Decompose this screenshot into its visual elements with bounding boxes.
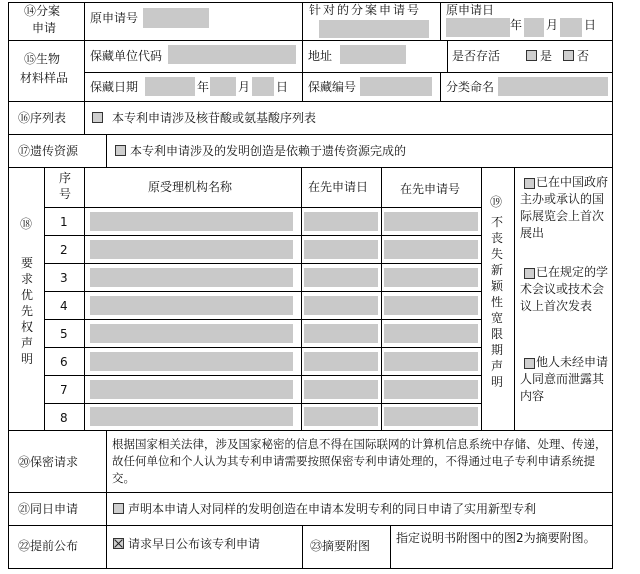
priority-org-field[interactable] — [90, 240, 293, 259]
early-publication-checkbox[interactable] — [113, 538, 124, 549]
section20-label: ⑳保密请求 — [18, 455, 79, 469]
rule — [84, 101, 85, 134]
border-right — [612, 2, 613, 568]
orig-app-day-field[interactable] — [560, 18, 582, 37]
genetic-resources-checkbox[interactable] — [115, 145, 126, 156]
survival-label: 是否存活 — [452, 49, 501, 63]
priority-date-field[interactable] — [304, 212, 378, 231]
section15-label-line2: 材料样品 — [20, 71, 69, 85]
priority-org-field[interactable] — [90, 324, 293, 343]
priority-date-field[interactable] — [304, 380, 378, 399]
priority-date-field[interactable] — [304, 268, 378, 287]
rule — [44, 403, 481, 404]
priority-date-field[interactable] — [304, 407, 378, 426]
survival-yes-checkbox[interactable] — [526, 50, 537, 61]
deposit-no-field[interactable] — [360, 77, 432, 96]
orig-app-year-field[interactable] — [446, 18, 510, 37]
rule — [44, 235, 481, 236]
rule — [106, 525, 107, 568]
section15-label-line1: ⑮生物 — [24, 52, 61, 66]
survival-no-text: 否 — [577, 49, 590, 63]
rule — [301, 167, 302, 430]
section14-label-line1: ⑭分案 — [24, 4, 61, 18]
col-seq-header-line1: 序 — [59, 171, 72, 185]
survival-yes-text: 是 — [540, 49, 553, 63]
academic-conference-text: 已在规定的学术会议或技术会议上首次发表 — [520, 265, 609, 313]
priority-org-field[interactable] — [90, 212, 293, 231]
depositary-code-field[interactable] — [168, 45, 296, 64]
priority-org-field[interactable] — [90, 352, 293, 371]
priority-date-field[interactable] — [304, 296, 378, 315]
border-left — [8, 2, 9, 568]
priority-no-field[interactable] — [384, 268, 478, 287]
section18-label: 要求优先权声明 — [20, 256, 33, 366]
day-text: 日 — [584, 18, 597, 32]
rule — [302, 2, 303, 101]
same-day-application-text: 声明本申请人对同样的发明创造在申请本发明专利的同日申请了实用新型专利 — [128, 502, 537, 516]
priority-row-number: 6 — [60, 355, 68, 369]
rule — [440, 72, 441, 101]
sequence-listing-checkbox[interactable] — [92, 112, 103, 123]
rule — [84, 72, 613, 73]
rule — [44, 167, 45, 430]
section19-label: 不丧失新颖性宽限期声明 — [490, 215, 503, 389]
unauthorized-disclosure-text: 他人未经申请人同意而泄露其内容 — [520, 355, 609, 403]
section17-label: ⑰遗传资源 — [18, 144, 79, 158]
priority-row-number: 7 — [60, 383, 68, 397]
priority-row-number: 5 — [60, 327, 68, 341]
rule — [8, 134, 613, 135]
col-org-header: 原受理机构名称 — [148, 180, 233, 194]
priority-no-field[interactable] — [384, 324, 478, 343]
border-bottom — [8, 568, 613, 569]
rule — [44, 207, 481, 208]
rule — [302, 525, 303, 568]
priority-org-field[interactable] — [90, 268, 293, 287]
section19-number: ⑲ — [490, 195, 503, 209]
deposit-month-field[interactable] — [210, 77, 236, 96]
priority-no-field[interactable] — [384, 380, 478, 399]
orig-app-date-label: 原申请日 — [446, 3, 495, 17]
section23-label: ㉓摘要附图 — [310, 539, 371, 553]
section21-label: ㉑同日申请 — [18, 502, 79, 516]
priority-org-field[interactable] — [90, 296, 293, 315]
rule — [44, 263, 481, 264]
year-text: 年 — [197, 80, 210, 94]
rule — [8, 167, 613, 168]
rule — [106, 134, 107, 167]
priority-org-field[interactable] — [90, 407, 293, 426]
section22-label: ㉒提前公布 — [18, 539, 79, 553]
year-text: 年 — [510, 18, 523, 32]
priority-no-field[interactable] — [384, 212, 478, 231]
priority-no-field[interactable] — [384, 407, 478, 426]
survival-no-checkbox[interactable] — [563, 50, 574, 61]
rule — [390, 525, 391, 568]
day-text: 日 — [276, 80, 289, 94]
deposit-day-field[interactable] — [252, 77, 274, 96]
rule — [514, 167, 515, 430]
month-text: 月 — [546, 18, 559, 32]
rule — [440, 2, 441, 40]
priority-row-number: 2 — [60, 243, 68, 257]
priority-row-number: 4 — [60, 299, 68, 313]
confidentiality-text: 根据国家相关法律，涉及国家秘密的信息不得在国际联网的计算机信息系统中存储、处理、传递，故任何单位和个人认为其专利申请需要按照保密专利申请处理的，不得通过电子专利申请系统提交。 — [112, 437, 607, 485]
address-label: 地址 — [308, 49, 333, 63]
divisional-app-no-field[interactable] — [319, 20, 429, 38]
rule — [8, 101, 613, 102]
priority-no-field[interactable] — [384, 352, 478, 371]
rule — [106, 492, 107, 525]
priority-row-number: 8 — [60, 411, 68, 425]
priority-date-field[interactable] — [304, 324, 378, 343]
same-day-application-checkbox[interactable] — [113, 503, 124, 514]
section16-label: ⑯序列表 — [18, 111, 67, 125]
classification-label: 分类命名 — [446, 80, 495, 94]
rule — [8, 492, 613, 493]
deposit-year-field[interactable] — [145, 77, 195, 96]
rule — [44, 347, 481, 348]
sequence-listing-text: 本专利申请涉及核苷酸或氨基酸序列表 — [112, 111, 317, 125]
address-field[interactable] — [340, 45, 406, 64]
deposit-no-label: 保藏编号 — [308, 80, 357, 94]
rule — [8, 430, 613, 431]
deposit-date-label: 保藏日期 — [90, 80, 139, 94]
exhibition-text: 已在中国政府主办或承认的国际展览会上首次展出 — [520, 175, 609, 240]
month-text: 月 — [238, 80, 251, 94]
rule — [44, 319, 481, 320]
rule — [84, 167, 85, 430]
abstract-figure-text: 指定说明书附图中的图2为摘要附图。 — [396, 531, 596, 545]
classification-field[interactable] — [498, 77, 608, 96]
rule — [481, 167, 482, 430]
priority-date-field[interactable] — [304, 240, 378, 259]
col-prior-no-header: 在先申请号 — [400, 182, 461, 196]
rule — [447, 40, 448, 72]
priority-no-field[interactable] — [384, 296, 478, 315]
priority-no-field[interactable] — [384, 240, 478, 259]
section14-label-line2: 申请 — [32, 21, 57, 35]
orig-app-no-field[interactable] — [143, 8, 209, 28]
col-prior-date-header: 在先申请日 — [308, 180, 369, 194]
divisional-app-no-label: 针对的分案申请号 — [309, 3, 422, 17]
rule — [106, 430, 107, 492]
early-publication-text: 请求早日公布该专利申请 — [128, 537, 261, 551]
priority-date-field[interactable] — [304, 352, 378, 371]
depositary-code-label: 保藏单位代码 — [90, 49, 163, 63]
orig-app-no-label: 原申请号 — [90, 11, 139, 25]
rule — [8, 525, 613, 526]
priority-row-number: 3 — [60, 271, 68, 285]
section18-number: ⑱ — [20, 217, 33, 231]
orig-app-month-field[interactable] — [524, 18, 544, 37]
genetic-resources-text: 本专利申请涉及的发明创造是依赖于遗传资源完成的 — [130, 144, 407, 158]
rule — [381, 167, 382, 430]
rule — [8, 40, 613, 41]
rule — [44, 375, 481, 376]
rule — [44, 291, 481, 292]
rule — [84, 2, 85, 101]
col-seq-header-line2: 号 — [59, 187, 72, 201]
priority-row-number: 1 — [60, 215, 68, 229]
priority-org-field[interactable] — [90, 380, 293, 399]
